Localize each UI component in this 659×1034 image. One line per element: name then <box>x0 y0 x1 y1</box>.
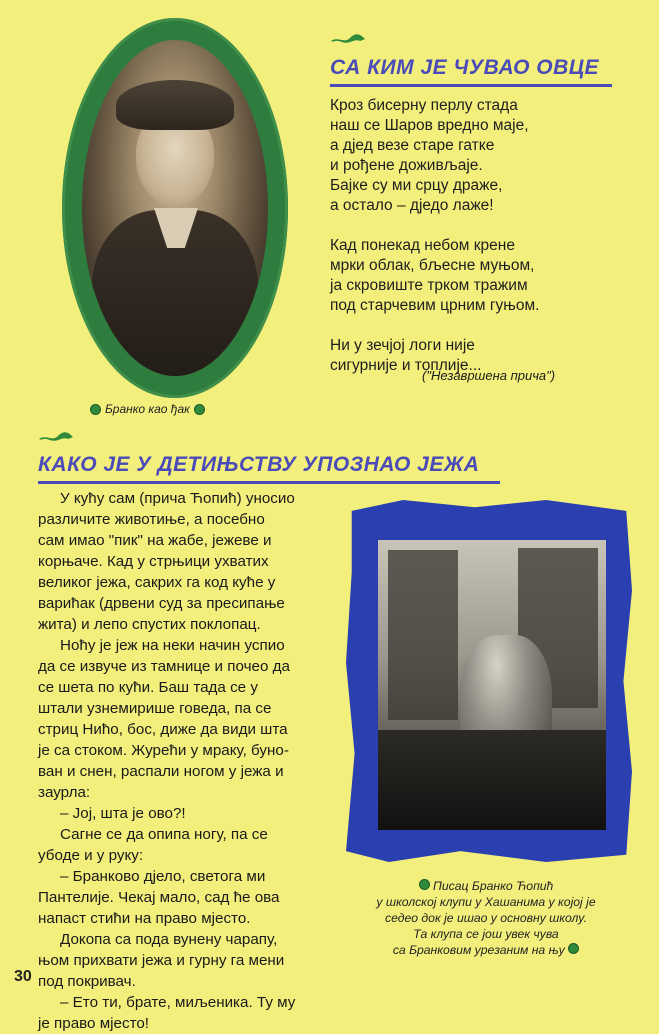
section2-title: КАКО ЈЕ У ДЕТИЊСТВУ УПОЗНАО ЈЕЖА <box>38 453 480 476</box>
bullet-icon <box>90 404 101 415</box>
brush-mark-icon <box>38 430 74 444</box>
portrait-photo <box>82 40 268 376</box>
poem-stanza: Ни у зечјој логи није сигурније и топлије... <box>330 337 482 374</box>
poem-source: ("Незавршена прича") <box>422 368 556 383</box>
page-number: 30 <box>14 968 32 985</box>
bullet-icon <box>419 879 430 890</box>
section2-underline <box>38 481 500 484</box>
poem-stanza: Кроз бисерну перлу стада наш се Шаров вредно маје, а дјед везе старе гатке и рођене доживљаје. Бајке су ми срцу драже, а остало – дједо лаже! <box>330 97 529 214</box>
brush-mark-icon <box>330 32 366 46</box>
author-photo <box>378 540 606 830</box>
poem-stanza: Кад понекад небом крене мрки облак, бљесне муњом, ја скровиште трком тражим под старчевим црним гуњом. <box>330 237 540 314</box>
bullet-icon <box>194 404 205 415</box>
photo-caption: Писац Бранко Ћопић у школској клупи у Хашанима у којој је седео док је ишао у основну школу. Та клупа се још увек чува са Бранковим урезаним на њу <box>376 879 596 957</box>
bullet-icon <box>568 943 579 954</box>
poem <box>330 96 630 396</box>
portrait-caption: Бранко као ђак <box>90 402 205 416</box>
section1-title: СА КИМ ЈЕ ЧУВАО ОВЦЕ <box>330 56 600 79</box>
section1-underline <box>330 84 612 87</box>
story-text: У кућу сам (прича Ћопић) уносио различите животиње, а посебно сам имао "пик" на жабе, јежеве и корњаче. Кад у стрњици ухватих великог јежа, сакрих га код куће у варићак (дрвени суд за пресипање жита) и лепо спустих поклопац. Ноћу је јеж на неки начин успио да се извуче из тамнице и почео да се шета по кући. Баш тада се у штали узнемирише говеда, па се стриц Нићо, бос, диже да види шта је са стоком. Журећи у мраку, буно- ван и снен, распали ногом у јежа и заурла: – Јој, шта је ово?! Сагне се да опипа ногу, па се убоде и у руку: – Бранково дјело, светога ми Пантелије. Чекај мало, сад ће ова напаст стићи на право мјесто. Докопа са пода вунену чарапу, њом прихвати јежа и гурну га мени под покривач. – Ето ти, брате, миљеника. Ту му је право мјесто! <box>38 490 296 1032</box>
